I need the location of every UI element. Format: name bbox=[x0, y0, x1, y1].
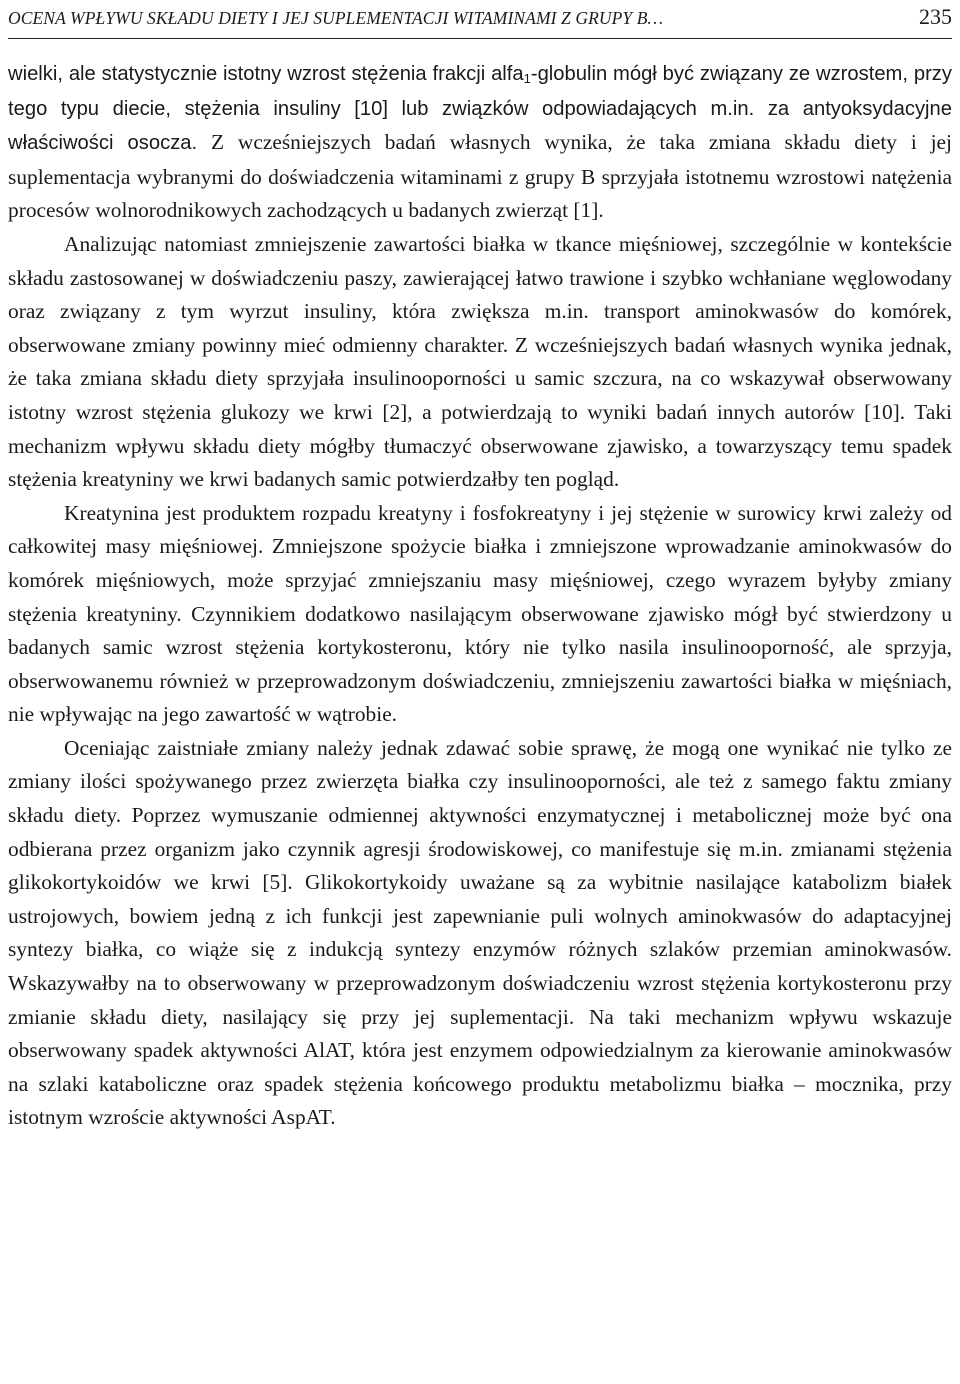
paragraph-1-serif: Z wcześniejszych badań własnych wynika, że taka zmiana składu diety i jej suplementacja wybranymi do doświadczenia witaminami z grupy B sprzyjała istotnemu wzrostowi natężenia procesów wolnorodnikowych zachodzących u badanych zwierząt [1]. bbox=[8, 130, 952, 223]
paragraph-1-sans-b: -globulin mógł być związany ze wzrostem, przy tego typu diecie, stężenia insuliny [10] lub związków odpowiadających m.in. za antyoksydacyjne właściwości osocza. bbox=[8, 63, 952, 155]
running-header-title: OCENA WPŁYWU SKŁADU DIETY I JEJ SUPLEMENTACJI WITAMINAMI Z GRUPY B… bbox=[8, 8, 664, 28]
paragraph-1 bbox=[8, 57, 952, 228]
body-text bbox=[8, 57, 952, 1135]
subscript-1: 1 bbox=[523, 71, 531, 86]
paragraph-3: Kreatynina jest produktem rozpadu kreatyny i fosfokreatyny i jej stężenie w surowicy krwi zależy od całkowitej masy mięśniowej. Zmniejszone spożycie białka i zmniejszone wprowadzanie aminokwasów do komórek mięśniowych, może sprzyjać zmniejszaniu masy mięśniowej, czego wyrazem byłyby zmiany stężenia kreatyniny. Czynnikiem dodatkowo nasilającym obserwowane zjawisko mógł być stwierdzony u badanych samic wzrost stężenia kortykosteronu, który nie tylko nasila insulinooporność, ale sprzyja, obserwowanemu również w przeprowadzonym doświadczeniu, zmniejszeniu zawartości białka w mięśniach, nie wpływając na jego zawartość w wątrobie. bbox=[8, 500, 952, 727]
document-page bbox=[8, 0, 952, 1135]
running-header bbox=[8, 2, 952, 39]
paragraph-4: Oceniając zaistniałe zmiany należy jednak zdawać sobie sprawę, że mogą one wynikać nie tylko ze zmiany ilości spożywanego przez zwierzęta białka czy insulinooporności, ale też z samego faktu zmiany składu diety. Poprzez wymuszanie odmiennej aktywności enzymatycznej i metabolicznej może być ona odbierana przez organizm jako czynnik agresji środowiskowej, co manifestuje się m.in. zmianami stężenia glikokortykoidów we krwi [5]. Glikokortykoidy uważane są za wybitnie nasilające katabolizm białek ustrojowych, bowiem jedną z ich funkcji jest zapewnianie puli wolnych aminokwasów do adaptacyjnej syntezy białka, co wiąże się z indukcją syntezy enzymów różnych szlaków przemian aminokwasów. Wskazywałby na to obserwowany w przeprowadzonym doświadczeniu wzrost stężenia kortykosteronu przy zmianie składu diety, nasilający się przy jej suplementacji. Na taki mechanizm wpływu wskazuje obserwowany spadek aktywności AlAT, która jest enzymem odpowiedzialnym za kierowanie aminokwasów na szlaki kataboliczne oraz spadek stężenia końcowego produktu metabolizmu białka – mocznika, przy istotnym wzroście aktywności AspAT. bbox=[8, 735, 952, 1130]
page-number: 235 bbox=[919, 4, 952, 29]
paragraph-1-sans-a: wielki, ale statystycznie istotny wzrost stężenia frakcji alfa bbox=[8, 63, 524, 85]
paragraph-2: Analizując natomiast zmniejszenie zawartości białka w tkance mięśniowej, szczególnie w kontekście składu zastosowanej w doświadczeniu paszy, zawierającej łatwo trawione i szybko wchłaniane węglowodany oraz związany z tym wyrzut insuliny, która zwiększa m.in. transport aminokwasów do komórek, obserwowane zmiany powinny mieć odmienny charakter. Z wcześniejszych badań własnych wynika jednak, że taka zmiana składu diety sprzyjała insulinooporności u samic szczura, na co wskazywał obserwowany istotny wzrost stężenia glukozy we krwi [2], a potwierdzają to wyniki badań innych autorów [10]. Taki mechanizm wpływu składu diety mógłby tłumaczyć obserwowane zjawisko, a towarzyszący temu spadek stężenia kreatyniny we krwi badanych samic potwierdzałby ten pogląd. bbox=[8, 231, 952, 492]
